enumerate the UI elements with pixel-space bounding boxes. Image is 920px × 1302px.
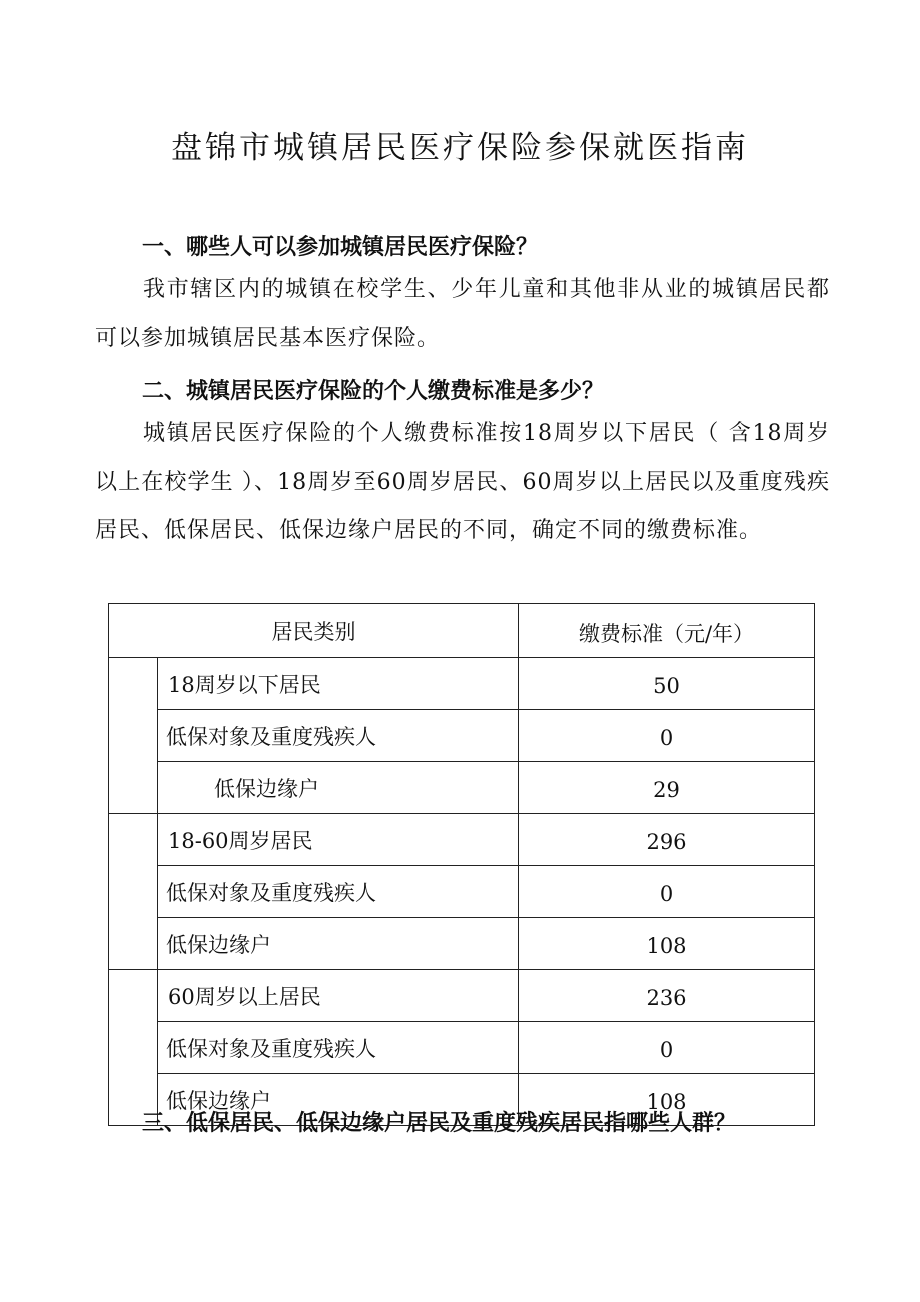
group-2-bracket	[109, 814, 158, 970]
group-2-row-2-value: 108	[519, 918, 815, 970]
table-header-row	[109, 604, 815, 658]
section-2-heading: 二、城镇居民医疗保险的个人缴费标准是多少？	[142, 379, 605, 404]
group-1-bracket	[109, 658, 158, 814]
group-3-row-1-label: 低保对象及重度残疾人	[158, 1022, 519, 1074]
table-row	[109, 918, 815, 970]
group-1-value: 50	[519, 658, 815, 710]
group-3-row-2-value: 108	[519, 1074, 815, 1126]
section-3-heading: 三、低保居民、低保边缘户居民及重度残疾居民指哪些人群？	[142, 1111, 737, 1136]
header-fee: 缴费标准（元/年）	[519, 604, 815, 658]
section-2-body: 城镇居民医疗保险的个人缴费标准按18周岁以下居民（ 含18周岁以上在校学生 ）、18周岁至60周岁居民、60周岁以上居民以及重度残疾居民、低保居民、低保边缘户居民的不同，确定不同的缴费标准。	[95, 421, 830, 544]
group-1-row-2-value: 29	[519, 762, 815, 814]
table-row	[109, 814, 815, 866]
section-1-heading: 一、哪些人可以参加城镇居民医疗保险？	[142, 235, 539, 260]
group-3-row-1-value: 0	[519, 1022, 815, 1074]
group-3-row-2-label: 低保边缘户	[158, 1074, 519, 1126]
group-2-label: 18-60周岁居民	[158, 814, 519, 866]
table-row	[109, 710, 815, 762]
table-row	[109, 762, 815, 814]
table-row	[109, 658, 815, 710]
group-1-label: 18周岁以下居民	[158, 658, 519, 710]
table-row	[109, 970, 815, 1022]
group-2-row-1-value: 0	[519, 866, 815, 918]
group-3-value: 236	[519, 970, 815, 1022]
group-2-value: 296	[519, 814, 815, 866]
group-3-label: 60周岁以上居民	[158, 970, 519, 1022]
group-3-bracket	[109, 970, 158, 1126]
section-1-body: 我市辖区内的城镇在校学生、少年儿童和其他非从业的城镇居民都可以参加城镇居民基本医疗保险。	[95, 277, 830, 351]
group-1-row-1-value: 0	[519, 710, 815, 762]
group-2-row-2-label: 低保边缘户	[158, 918, 519, 970]
fee-table	[108, 603, 815, 1126]
header-category: 居民类别	[109, 604, 519, 658]
table-row	[109, 1022, 815, 1074]
group-1-row-2-label: 低保边缘户	[158, 762, 519, 814]
table-row	[109, 866, 815, 918]
page-title: 盘锦市城镇居民医疗保险参保就医指南	[171, 130, 749, 166]
group-2-row-1-label: 低保对象及重度残疾人	[158, 866, 519, 918]
group-1-row-1-label: 低保对象及重度残疾人	[158, 710, 519, 762]
